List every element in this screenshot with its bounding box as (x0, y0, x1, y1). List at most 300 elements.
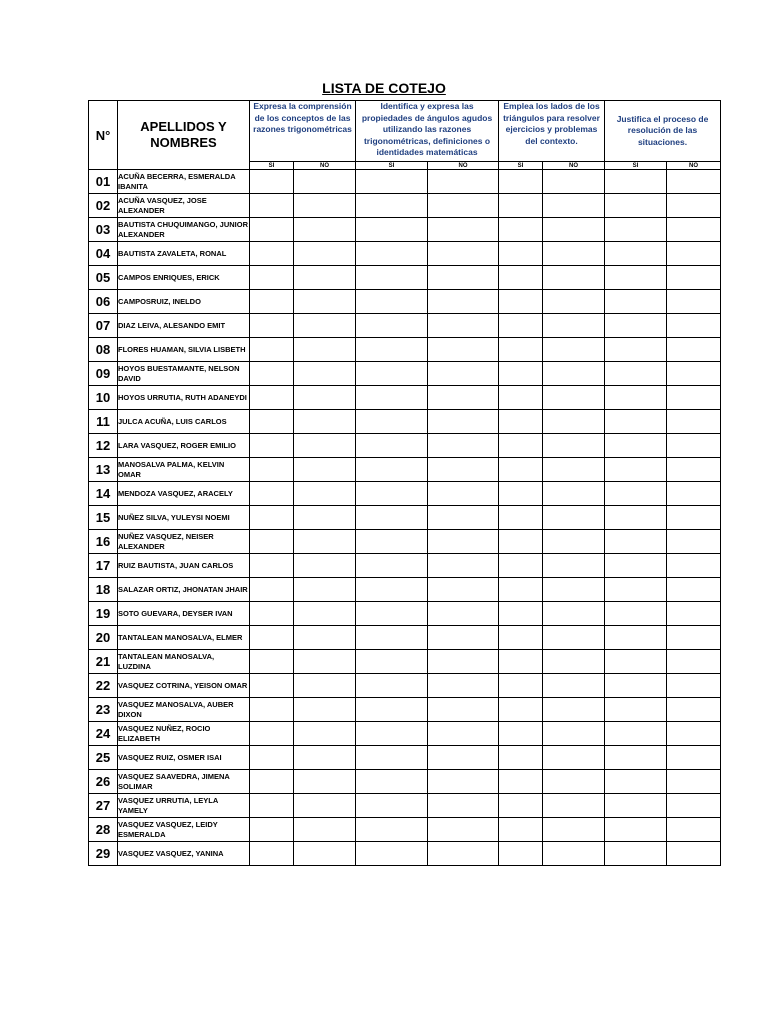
student-rows (89, 170, 721, 866)
student-number: 06 (89, 290, 118, 314)
no-cell-criterion-2[interactable] (428, 362, 499, 386)
student-name: SALAZAR ORTIZ, JHONATAN JHAIR (118, 578, 250, 602)
si-cell-criterion-1[interactable] (250, 770, 294, 794)
si-cell-criterion-2[interactable] (356, 530, 428, 554)
si-header: SI (356, 162, 428, 170)
student-name: NUÑEZ VASQUEZ, NEISER ALEXANDER (118, 530, 250, 554)
si-cell-criterion-3[interactable] (499, 770, 543, 794)
si-cell-criterion-2[interactable] (356, 266, 428, 290)
si-cell-criterion-4[interactable] (605, 794, 667, 818)
si-cell-criterion-3[interactable] (499, 170, 543, 194)
si-header: SI (605, 162, 667, 170)
no-cell-criterion-4[interactable] (667, 722, 721, 746)
no-cell-criterion-2[interactable] (428, 386, 499, 410)
si-cell-criterion-2[interactable] (356, 626, 428, 650)
no-cell-criterion-4[interactable] (667, 554, 721, 578)
si-cell-criterion-2[interactable] (356, 698, 428, 722)
no-cell-criterion-3[interactable] (543, 674, 605, 698)
si-cell-criterion-3[interactable] (499, 194, 543, 218)
si-cell-criterion-3[interactable] (499, 578, 543, 602)
si-cell-criterion-3[interactable] (499, 650, 543, 674)
no-cell-criterion-2[interactable] (428, 722, 499, 746)
table-row (89, 722, 721, 746)
si-cell-criterion-4[interactable] (605, 170, 667, 194)
student-name: VASQUEZ MANOSALVA, AUBER DIXON (118, 698, 250, 722)
no-cell-criterion-2[interactable] (428, 314, 499, 338)
si-cell-criterion-2[interactable] (356, 722, 428, 746)
si-cell-criterion-1[interactable] (250, 194, 294, 218)
student-number: 28 (89, 818, 118, 842)
no-cell-criterion-3[interactable] (543, 746, 605, 770)
si-cell-criterion-3[interactable] (499, 338, 543, 362)
si-cell-criterion-1[interactable] (250, 698, 294, 722)
si-cell-criterion-2[interactable] (356, 386, 428, 410)
no-cell-criterion-4[interactable] (667, 746, 721, 770)
si-cell-criterion-4[interactable] (605, 242, 667, 266)
no-cell-criterion-1[interactable] (294, 842, 356, 866)
si-cell-criterion-3[interactable] (499, 434, 543, 458)
student-number: 13 (89, 458, 118, 482)
student-name: NUÑEZ SILVA, YULEYSI NOEMI (118, 506, 250, 530)
no-cell-criterion-1[interactable] (294, 434, 356, 458)
student-name: HOYOS BUESTAMANTE, NELSON DAVID (118, 362, 250, 386)
no-cell-criterion-4[interactable] (667, 170, 721, 194)
no-cell-criterion-1[interactable] (294, 242, 356, 266)
si-header: SI (250, 162, 294, 170)
si-cell-criterion-1[interactable] (250, 578, 294, 602)
table-row (89, 794, 721, 818)
no-cell-criterion-4[interactable] (667, 290, 721, 314)
si-cell-criterion-2[interactable] (356, 362, 428, 386)
si-cell-criterion-3[interactable] (499, 818, 543, 842)
no-header: NO (667, 162, 721, 170)
student-name: TANTALEAN MANOSALVA, LUZDINA (118, 650, 250, 674)
no-cell-criterion-2[interactable] (428, 266, 499, 290)
no-cell-criterion-2[interactable] (428, 746, 499, 770)
student-number: 24 (89, 722, 118, 746)
si-cell-criterion-2[interactable] (356, 194, 428, 218)
student-number: 02 (89, 194, 118, 218)
student-name: MENDOZA VASQUEZ, ARACELY (118, 482, 250, 506)
no-cell-criterion-3[interactable] (543, 410, 605, 434)
no-cell-criterion-1[interactable] (294, 170, 356, 194)
no-cell-criterion-3[interactable] (543, 434, 605, 458)
si-cell-criterion-4[interactable] (605, 722, 667, 746)
no-cell-criterion-4[interactable] (667, 794, 721, 818)
si-cell-criterion-3[interactable] (499, 242, 543, 266)
document-title-text: LISTA DE COTEJO (322, 80, 446, 96)
si-cell-criterion-1[interactable] (250, 314, 294, 338)
no-cell-criterion-4[interactable] (667, 818, 721, 842)
si-cell-criterion-1[interactable] (250, 794, 294, 818)
no-cell-criterion-1[interactable] (294, 194, 356, 218)
si-cell-criterion-4[interactable] (605, 818, 667, 842)
no-cell-criterion-3[interactable] (543, 170, 605, 194)
student-number: 21 (89, 650, 118, 674)
si-cell-criterion-1[interactable] (250, 242, 294, 266)
no-cell-criterion-3[interactable] (543, 482, 605, 506)
si-cell-criterion-1[interactable] (250, 482, 294, 506)
no-cell-criterion-1[interactable] (294, 674, 356, 698)
si-cell-criterion-3[interactable] (499, 602, 543, 626)
si-cell-criterion-3[interactable] (499, 698, 543, 722)
no-cell-criterion-3[interactable] (543, 194, 605, 218)
student-number: 03 (89, 218, 118, 242)
si-cell-criterion-4[interactable] (605, 698, 667, 722)
si-cell-criterion-1[interactable] (250, 218, 294, 242)
no-cell-criterion-4[interactable] (667, 194, 721, 218)
no-cell-criterion-1[interactable] (294, 722, 356, 746)
si-cell-criterion-4[interactable] (605, 746, 667, 770)
criterion-header-1: Expresa la comprensión de los conceptos de las razones trigonométricas (250, 101, 356, 162)
no-cell-criterion-2[interactable] (428, 650, 499, 674)
no-cell-criterion-1[interactable] (294, 578, 356, 602)
si-cell-criterion-1[interactable] (250, 842, 294, 866)
si-cell-criterion-4[interactable] (605, 314, 667, 338)
si-cell-criterion-2[interactable] (356, 770, 428, 794)
no-cell-criterion-4[interactable] (667, 458, 721, 482)
no-cell-criterion-4[interactable] (667, 530, 721, 554)
student-name: CAMPOSRUIZ, INELDO (118, 290, 250, 314)
si-cell-criterion-1[interactable] (250, 722, 294, 746)
student-number: 05 (89, 266, 118, 290)
si-cell-criterion-2[interactable] (356, 554, 428, 578)
table-row (89, 554, 721, 578)
no-cell-criterion-2[interactable] (428, 194, 499, 218)
no-cell-criterion-1[interactable] (294, 266, 356, 290)
no-cell-criterion-1[interactable] (294, 458, 356, 482)
si-cell-criterion-4[interactable] (605, 218, 667, 242)
no-cell-criterion-2[interactable] (428, 554, 499, 578)
student-name: DIAZ LEIVA, ALESANDO EMIT (118, 314, 250, 338)
no-cell-criterion-3[interactable] (543, 554, 605, 578)
si-header: SI (499, 162, 543, 170)
no-cell-criterion-4[interactable] (667, 386, 721, 410)
no-cell-criterion-2[interactable] (428, 578, 499, 602)
si-cell-criterion-2[interactable] (356, 746, 428, 770)
si-cell-criterion-1[interactable] (250, 506, 294, 530)
si-cell-criterion-3[interactable] (499, 554, 543, 578)
si-cell-criterion-2[interactable] (356, 218, 428, 242)
no-cell-criterion-3[interactable] (543, 242, 605, 266)
si-cell-criterion-4[interactable] (605, 578, 667, 602)
no-cell-criterion-3[interactable] (543, 770, 605, 794)
no-cell-criterion-2[interactable] (428, 434, 499, 458)
si-cell-criterion-4[interactable] (605, 266, 667, 290)
no-cell-criterion-3[interactable] (543, 530, 605, 554)
no-cell-criterion-2[interactable] (428, 338, 499, 362)
si-cell-criterion-3[interactable] (499, 722, 543, 746)
no-cell-criterion-3[interactable] (543, 626, 605, 650)
no-cell-criterion-3[interactable] (543, 578, 605, 602)
no-cell-criterion-1[interactable] (294, 770, 356, 794)
no-cell-criterion-3[interactable] (543, 722, 605, 746)
no-header: NO (294, 162, 356, 170)
student-name: VASQUEZ NUÑEZ, ROCIO ELIZABETH (118, 722, 250, 746)
student-name: VASQUEZ VASQUEZ, YANINA (118, 842, 250, 866)
si-cell-criterion-4[interactable] (605, 458, 667, 482)
student-name: BAUTISTA ZAVALETA, RONAL (118, 242, 250, 266)
si-cell-criterion-2[interactable] (356, 674, 428, 698)
no-cell-criterion-3[interactable] (543, 362, 605, 386)
criterion-header-2: Identifica y expresa las propiedades de ángulos agudos utilizando las razones trigonométricas, definiciones o identidades matemáticas (356, 101, 499, 162)
si-cell-criterion-2[interactable] (356, 338, 428, 362)
si-cell-criterion-3[interactable] (499, 266, 543, 290)
si-cell-criterion-1[interactable] (250, 362, 294, 386)
student-name: FLORES HUAMAN, SILVIA LISBETH (118, 338, 250, 362)
no-cell-criterion-3[interactable] (543, 794, 605, 818)
si-cell-criterion-3[interactable] (499, 674, 543, 698)
student-name: VASQUEZ COTRINA, YEISON OMAR (118, 674, 250, 698)
no-cell-criterion-1[interactable] (294, 530, 356, 554)
no-cell-criterion-3[interactable] (543, 458, 605, 482)
si-cell-criterion-1[interactable] (250, 554, 294, 578)
no-cell-criterion-2[interactable] (428, 290, 499, 314)
si-cell-criterion-1[interactable] (250, 338, 294, 362)
si-cell-criterion-2[interactable] (356, 794, 428, 818)
checklist-table (88, 100, 721, 866)
si-cell-criterion-1[interactable] (250, 170, 294, 194)
si-cell-criterion-4[interactable] (605, 386, 667, 410)
no-cell-criterion-2[interactable] (428, 218, 499, 242)
table-row (89, 362, 721, 386)
student-number: 16 (89, 530, 118, 554)
no-cell-criterion-2[interactable] (428, 602, 499, 626)
student-number: 20 (89, 626, 118, 650)
si-cell-criterion-2[interactable] (356, 458, 428, 482)
no-cell-criterion-3[interactable] (543, 506, 605, 530)
table-row (89, 170, 721, 194)
table-row (89, 290, 721, 314)
no-cell-criterion-2[interactable] (428, 170, 499, 194)
si-cell-criterion-4[interactable] (605, 362, 667, 386)
student-name: TANTALEAN MANOSALVA, ELMER (118, 626, 250, 650)
si-cell-criterion-3[interactable] (499, 506, 543, 530)
si-cell-criterion-4[interactable] (605, 482, 667, 506)
si-cell-criterion-1[interactable] (250, 410, 294, 434)
no-cell-criterion-1[interactable] (294, 698, 356, 722)
student-number: 19 (89, 602, 118, 626)
no-cell-criterion-3[interactable] (543, 842, 605, 866)
si-cell-criterion-4[interactable] (605, 626, 667, 650)
no-cell-criterion-4[interactable] (667, 650, 721, 674)
si-cell-criterion-2[interactable] (356, 290, 428, 314)
no-cell-criterion-2[interactable] (428, 698, 499, 722)
no-cell-criterion-2[interactable] (428, 506, 499, 530)
no-cell-criterion-2[interactable] (428, 794, 499, 818)
no-cell-criterion-4[interactable] (667, 674, 721, 698)
si-cell-criterion-1[interactable] (250, 650, 294, 674)
si-cell-criterion-2[interactable] (356, 314, 428, 338)
si-cell-criterion-1[interactable] (250, 386, 294, 410)
number-header: N° (89, 101, 118, 170)
si-cell-criterion-4[interactable] (605, 506, 667, 530)
no-cell-criterion-3[interactable] (543, 218, 605, 242)
si-cell-criterion-4[interactable] (605, 602, 667, 626)
si-cell-criterion-4[interactable] (605, 338, 667, 362)
no-cell-criterion-1[interactable] (294, 554, 356, 578)
table-row (89, 218, 721, 242)
no-cell-criterion-4[interactable] (667, 482, 721, 506)
no-cell-criterion-3[interactable] (543, 650, 605, 674)
no-cell-criterion-4[interactable] (667, 314, 721, 338)
no-cell-criterion-2[interactable] (428, 482, 499, 506)
table-row (89, 314, 721, 338)
si-cell-criterion-2[interactable] (356, 578, 428, 602)
student-number: 23 (89, 698, 118, 722)
si-cell-criterion-2[interactable] (356, 506, 428, 530)
si-cell-criterion-3[interactable] (499, 458, 543, 482)
student-number: 04 (89, 242, 118, 266)
no-cell-criterion-1[interactable] (294, 794, 356, 818)
no-cell-criterion-2[interactable] (428, 674, 499, 698)
no-cell-criterion-1[interactable] (294, 818, 356, 842)
student-number: 07 (89, 314, 118, 338)
no-cell-criterion-1[interactable] (294, 602, 356, 626)
si-cell-criterion-4[interactable] (605, 842, 667, 866)
no-cell-criterion-2[interactable] (428, 410, 499, 434)
no-cell-criterion-1[interactable] (294, 290, 356, 314)
si-cell-criterion-1[interactable] (250, 602, 294, 626)
student-number: 10 (89, 386, 118, 410)
student-name: RUIZ BAUTISTA, JUAN CARLOS (118, 554, 250, 578)
si-cell-criterion-3[interactable] (499, 626, 543, 650)
si-cell-criterion-3[interactable] (499, 362, 543, 386)
si-cell-criterion-2[interactable] (356, 434, 428, 458)
no-cell-criterion-1[interactable] (294, 386, 356, 410)
header-row (89, 101, 721, 162)
table-row (89, 578, 721, 602)
no-cell-criterion-1[interactable] (294, 746, 356, 770)
si-cell-criterion-3[interactable] (499, 290, 543, 314)
si-cell-criterion-2[interactable] (356, 842, 428, 866)
no-cell-criterion-4[interactable] (667, 602, 721, 626)
student-name: HOYOS URRUTIA, RUTH ADANEYDI (118, 386, 250, 410)
si-cell-criterion-1[interactable] (250, 746, 294, 770)
no-cell-criterion-2[interactable] (428, 770, 499, 794)
no-cell-criterion-4[interactable] (667, 578, 721, 602)
no-cell-criterion-2[interactable] (428, 818, 499, 842)
student-name: ACUÑA VASQUEZ, JOSE ALEXANDER (118, 194, 250, 218)
si-cell-criterion-1[interactable] (250, 290, 294, 314)
si-cell-criterion-4[interactable] (605, 650, 667, 674)
si-cell-criterion-2[interactable] (356, 410, 428, 434)
si-cell-criterion-1[interactable] (250, 626, 294, 650)
si-cell-criterion-2[interactable] (356, 602, 428, 626)
si-cell-criterion-3[interactable] (499, 218, 543, 242)
criterion-header-3: Emplea los lados de los triángulos para resolver ejercicios y problemas del contexto. (499, 101, 605, 162)
no-cell-criterion-2[interactable] (428, 626, 499, 650)
no-cell-criterion-4[interactable] (667, 410, 721, 434)
no-cell-criterion-4[interactable] (667, 770, 721, 794)
si-cell-criterion-3[interactable] (499, 842, 543, 866)
si-cell-criterion-2[interactable] (356, 482, 428, 506)
si-cell-criterion-4[interactable] (605, 674, 667, 698)
no-cell-criterion-4[interactable] (667, 698, 721, 722)
no-cell-criterion-1[interactable] (294, 626, 356, 650)
no-cell-criterion-2[interactable] (428, 458, 499, 482)
table-row (89, 626, 721, 650)
no-cell-criterion-1[interactable] (294, 410, 356, 434)
table-row (89, 674, 721, 698)
si-cell-criterion-3[interactable] (499, 314, 543, 338)
no-cell-criterion-3[interactable] (543, 314, 605, 338)
no-cell-criterion-2[interactable] (428, 242, 499, 266)
no-cell-criterion-1[interactable] (294, 482, 356, 506)
si-cell-criterion-4[interactable] (605, 554, 667, 578)
si-cell-criterion-4[interactable] (605, 770, 667, 794)
si-cell-criterion-1[interactable] (250, 818, 294, 842)
si-cell-criterion-2[interactable] (356, 170, 428, 194)
no-cell-criterion-4[interactable] (667, 242, 721, 266)
no-cell-criterion-1[interactable] (294, 650, 356, 674)
no-cell-criterion-3[interactable] (543, 386, 605, 410)
si-cell-criterion-3[interactable] (499, 410, 543, 434)
no-cell-criterion-4[interactable] (667, 506, 721, 530)
si-cell-criterion-2[interactable] (356, 650, 428, 674)
student-number: 17 (89, 554, 118, 578)
no-cell-criterion-3[interactable] (543, 266, 605, 290)
no-cell-criterion-2[interactable] (428, 842, 499, 866)
no-cell-criterion-3[interactable] (543, 698, 605, 722)
si-cell-criterion-3[interactable] (499, 794, 543, 818)
no-cell-criterion-1[interactable] (294, 314, 356, 338)
no-cell-criterion-4[interactable] (667, 362, 721, 386)
si-cell-criterion-3[interactable] (499, 482, 543, 506)
si-cell-criterion-2[interactable] (356, 242, 428, 266)
si-cell-criterion-4[interactable] (605, 410, 667, 434)
student-number: 12 (89, 434, 118, 458)
si-cell-criterion-3[interactable] (499, 386, 543, 410)
no-cell-criterion-2[interactable] (428, 530, 499, 554)
table-row (89, 338, 721, 362)
document-title (0, 80, 768, 96)
si-cell-criterion-2[interactable] (356, 818, 428, 842)
no-cell-criterion-1[interactable] (294, 506, 356, 530)
student-name: SOTO GUEVARA, DEYSER IVAN (118, 602, 250, 626)
no-cell-criterion-1[interactable] (294, 218, 356, 242)
no-cell-criterion-3[interactable] (543, 338, 605, 362)
no-header: NO (543, 162, 605, 170)
si-cell-criterion-4[interactable] (605, 530, 667, 554)
no-cell-criterion-1[interactable] (294, 362, 356, 386)
no-cell-criterion-4[interactable] (667, 434, 721, 458)
no-cell-criterion-4[interactable] (667, 218, 721, 242)
no-cell-criterion-3[interactable] (543, 818, 605, 842)
table-row (89, 386, 721, 410)
student-number: 22 (89, 674, 118, 698)
si-cell-criterion-1[interactable] (250, 530, 294, 554)
no-cell-criterion-4[interactable] (667, 338, 721, 362)
si-cell-criterion-4[interactable] (605, 290, 667, 314)
si-cell-criterion-1[interactable] (250, 266, 294, 290)
no-cell-criterion-1[interactable] (294, 338, 356, 362)
table-row (89, 842, 721, 866)
student-name: BAUTISTA CHUQUIMANGO, JUNIOR ALEXANDER (118, 218, 250, 242)
si-cell-criterion-1[interactable] (250, 674, 294, 698)
no-cell-criterion-4[interactable] (667, 626, 721, 650)
no-cell-criterion-4[interactable] (667, 842, 721, 866)
no-cell-criterion-3[interactable] (543, 290, 605, 314)
no-cell-criterion-3[interactable] (543, 602, 605, 626)
si-cell-criterion-3[interactable] (499, 530, 543, 554)
si-cell-criterion-3[interactable] (499, 746, 543, 770)
si-cell-criterion-4[interactable] (605, 194, 667, 218)
si-cell-criterion-1[interactable] (250, 458, 294, 482)
si-cell-criterion-4[interactable] (605, 434, 667, 458)
no-cell-criterion-4[interactable] (667, 266, 721, 290)
si-cell-criterion-1[interactable] (250, 434, 294, 458)
